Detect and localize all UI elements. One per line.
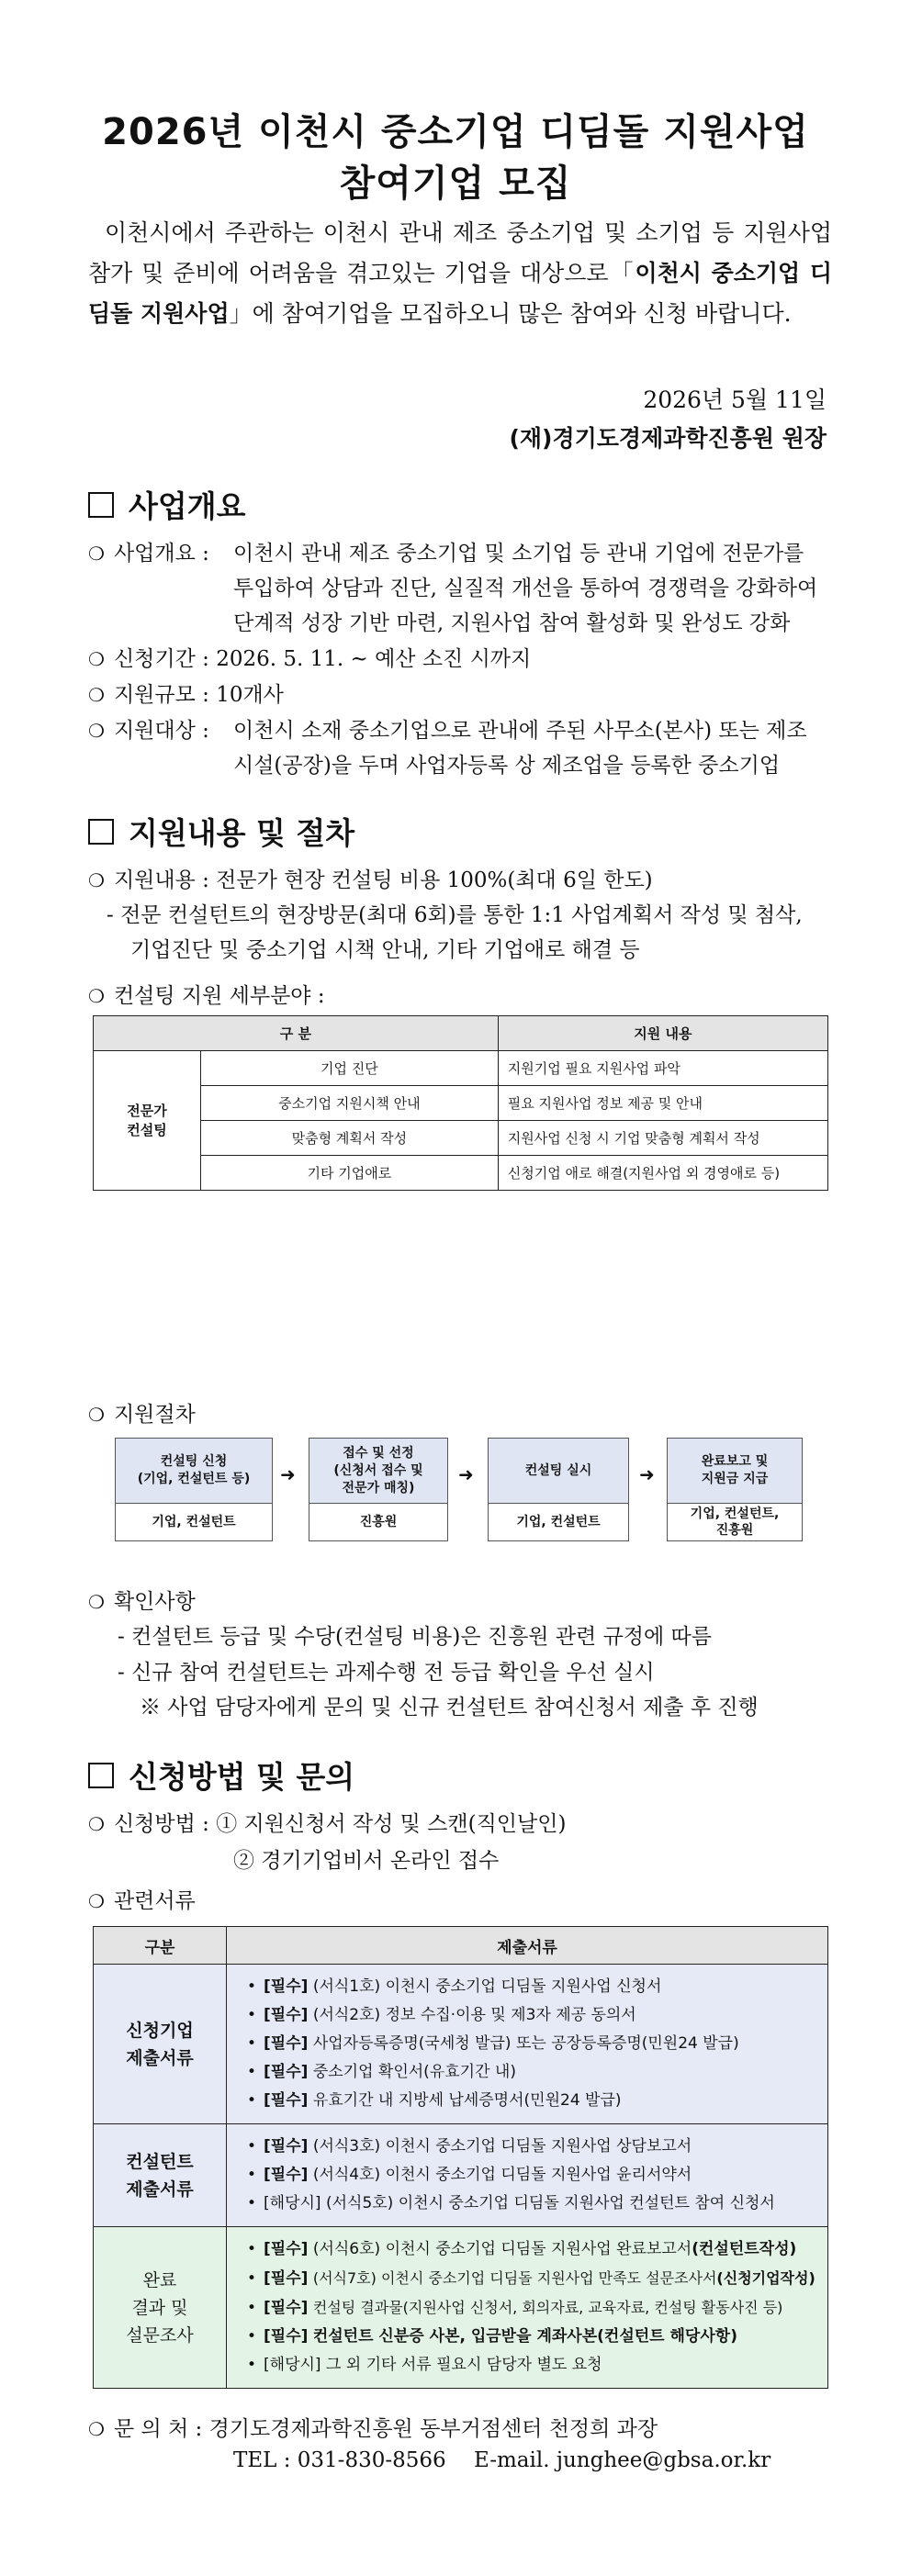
table-header-cell: 제출서류 [227,1927,828,1965]
doc-text: 유효기간 내 지방세 납세증명서(민원24 발급) [312,2091,622,2110]
flow-step-title: 컨설팅 실시 [489,1439,628,1504]
table-header-row [94,1927,828,1965]
check-note: ※ 사업 담당자에게 문의 및 신규 컨설턴트 참여신청서 제출 후 진행 [140,1696,759,1719]
required-tag: [필수] [264,2034,309,2053]
intro-highlight: 이천시 중소기업 디딤돌 지원사업 [88,260,833,327]
required-tag: [필수] [264,2299,309,2317]
document-title-line2: 참여기업 모집 [339,162,572,205]
flow-step-3 [488,1438,629,1541]
required-tag: [필수] [264,2269,309,2288]
doc-list-cell [227,1965,828,2124]
list-item [247,2293,818,2323]
table-row [94,2124,828,2227]
doc-text: (서식2호) 정보 수집·이용 및 제3자 제공 동의서 [312,2006,636,2024]
required-tag: [필수] [264,1977,309,1996]
table-row [94,1086,828,1121]
doc-text: (서식6호) 이천시 중소기업 디딤돌 지원사업 완료보고서 [312,2240,692,2258]
checkbox-square-icon [88,1763,114,1788]
check-label: 확인사항 [113,1590,196,1614]
table-header-row [94,1016,828,1051]
contact-phone: TEL : 031-830-8566 [233,2448,446,2472]
doc-text: 그 외 기타 서류 필요시 담당자 별도 요청 [325,2356,602,2374]
doc-group-label: 신청기업 제출서류 [94,1965,227,2124]
list-item [247,2264,818,2293]
scale-value: 10개사 [216,683,284,707]
list-item [247,2087,818,2115]
doc-bold-note: 컨설턴트 신분증 사본, 입금받을 계좌사본(컨설턴트 해당사항) [312,2327,737,2346]
circle-bullet-icon: ❍ [88,684,105,706]
target-label: 지원대상 [113,719,196,743]
intro-text-after: 」에 참여기업을 모집하오니 많은 참여와 신청 바랍니다. [229,300,792,327]
doc-group-label: 완료 결과 및 설문조사 [94,2227,227,2389]
doc-group-label: 컨설턴트 제출서류 [94,2124,227,2227]
circle-bullet-icon: ❍ [88,1404,105,1426]
contact-row [88,2412,658,2442]
doc-text: (서식5호) 이천시 중소기업 디딤돌 지원사업 컨설턴트 참여 신청서 [325,2194,775,2212]
contact-label: 문 의 처 : [113,2417,203,2441]
flow-step-4 [667,1438,803,1541]
circle-bullet-icon: ❍ [88,720,105,742]
table-cell: 맞춤형 계획서 작성 [201,1121,499,1156]
overview-line: 투입하여 상담과 진단, 실질적 개선을 통하여 경쟁력을 강화하여 [233,577,818,600]
conditional-tag: [해당시] [264,2356,321,2374]
period-label: 신청기간 [113,647,196,671]
notice-date: 2026년 5월 11일 [643,386,827,413]
check-item: - 신규 참여 컨설턴트는 과제수행 전 등급 확인을 우선 실시 [118,1661,655,1685]
arrow-right-icon: ➜ [280,1463,296,1485]
list-item [247,2001,818,2030]
check-label-row [88,1585,196,1615]
doc-text: 사업자등록증명(국세청 발급) 또는 공장등록증명(민원24 발급) [312,2034,739,2053]
checkbox-square-icon [88,492,114,518]
doc-bold-note: (컨설턴트작성) [692,2240,797,2258]
target-line: 시설(공장)을 두며 사업자등록 상 제조업을 등록한 중소기업 [233,754,781,778]
flow-step-actor: 기업, 컨설턴트, 진흥원 [690,1506,780,1538]
circle-bullet-icon: ❍ [88,869,105,891]
flow-step-2 [309,1438,448,1541]
doc-list-cell [227,2227,828,2389]
contact-email: E-mail. junghee@gbsa.or.kr [474,2448,771,2472]
table-cell: 기업 진단 [201,1051,499,1086]
target-item: ❍ 지원대상 : [88,719,209,743]
doc-list [236,2133,818,2218]
consulting-detail-table [93,1015,828,1191]
arrow-right-icon: ➜ [458,1463,474,1485]
docs-label: 관련서류 [113,1889,196,1913]
table-cell: 중소기업 지원시책 안내 [201,1086,499,1121]
section2-heading [88,810,354,853]
support-text: 지원내용 : 전문가 현장 컨설팅 비용 100%(최대 6일 한도) [113,868,653,892]
document-title-line1: 2026년 이천시 중소기업 디딤돌 지원사업 [102,111,809,153]
period-value: 2026. 5. 11. ~ 예산 소진 시까지 [216,647,532,671]
required-tag: [필수] [264,2063,309,2081]
group-label-cell: 전문가 컨설팅 [94,1051,201,1191]
doc-text: 중소기업 확인서(유효기간 내) [312,2063,516,2081]
table-row [94,1051,828,1086]
list-item [247,2190,818,2218]
scale-label: 지원규모 [113,683,196,707]
required-tag: [필수] [264,2240,309,2258]
required-tag: [필수] [264,2137,309,2156]
support-sub-line: - 전문 컨설턴트의 현장방문(최대 6회)를 통한 1:1 사업계획서 작성 및 첨삭, [107,903,803,927]
detail-label: 컨설팅 지원 세부분야 : [113,984,325,1008]
flow-step-1 [115,1438,273,1541]
flow-step-actor: 기업, 컨설턴트 [152,1515,236,1529]
section2-title: 지원내용 및 절차 [129,815,355,851]
table-cell: 지원사업 신청 시 기업 맞춤형 계획서 작성 [498,1121,827,1156]
period-item: ❍ 신청기간 : 2026. 5. 11. ~ 예산 소진 시까지 [88,647,532,671]
table-row [94,1965,828,2124]
flow-step-title: 컨설팅 신청 (기업, 컨설턴트 등) [116,1439,272,1504]
issuer: (재)경기도경제과학진흥원 원장 [509,425,827,452]
table-header-cell: 구 분 [94,1016,499,1051]
procedure-label-row [88,1397,196,1428]
list-item [247,2351,818,2380]
intro-paragraph [88,213,832,334]
procedure-label: 지원절차 [113,1403,196,1427]
table-header-cell: 구분 [94,1927,227,1965]
section3-heading [88,1753,354,1797]
overview-line: 이천시 관내 제조 중소기업 및 소기업 등 관내 기업에 전문가를 [233,542,804,566]
list-item [247,1973,818,2001]
required-tag: [필수] [264,2327,309,2346]
arrow-right-icon: ➜ [639,1463,655,1485]
documents-table [93,1926,828,2389]
support-content [88,863,653,893]
method-label: 신청방법 : [113,1812,209,1836]
overview-label: 사업개요 [113,542,196,566]
section1-title: 사업개요 [129,488,246,524]
flow-step-title: 접수 및 선정 (신청서 접수 및 전문가 매칭) [309,1439,447,1504]
table-cell: 기타 기업애로 [201,1156,499,1191]
circle-bullet-icon: ❍ [88,985,105,1007]
table-cell: 신청기업 애로 해결(지원사업 외 경영애로 등) [498,1156,827,1191]
circle-bullet-icon: ❍ [88,543,105,565]
list-item [247,2161,818,2190]
doc-bold-note: (신청기업작성) [716,2269,815,2287]
doc-list-cell [227,2124,828,2227]
circle-bullet-icon: ❍ [88,2418,105,2440]
circle-bullet-icon: ❍ [88,648,105,670]
list-item [247,2133,818,2161]
doc-text: (서식1호) 이천시 중소기업 디딤돌 지원사업 신청서 [312,1977,662,1996]
doc-list [236,1973,818,2115]
flow-step-title: 완료보고 및 지원금 지급 [668,1439,802,1504]
required-tag: [필수] [264,2166,309,2184]
table-row [94,1156,828,1191]
flow-step-actor: 진흥원 [359,1515,398,1529]
support-sub-line: 기업진단 및 중소기업 시책 안내, 기타 기업애로 해결 등 [130,938,640,962]
doc-list [236,2235,818,2380]
circle-bullet-icon: ❍ [88,1591,105,1613]
section3-title: 신청방법 및 문의 [129,1759,355,1795]
circle-bullet-icon: ❍ [88,1813,105,1835]
table-cell: 필요 지원사업 정보 제공 및 안내 [498,1086,827,1121]
method-item: ① 지원신청서 작성 및 스캔(직인날인) [216,1812,567,1836]
check-item: - 컨설턴트 등급 및 수당(컨설팅 비용)은 진흥원 관련 규정에 따름 [118,1625,712,1649]
detail-label-row [88,979,325,1009]
docs-label-row [88,1884,196,1914]
doc-text: (서식4호) 이천시 중소기업 디딤돌 지원사업 윤리서약서 [312,2166,692,2184]
checkbox-square-icon [88,819,114,845]
method-item: ② 경기기업비서 온라인 접수 [233,1849,500,1873]
doc-text: (서식3호) 이천시 중소기업 디딤돌 지원사업 상담보고서 [312,2137,692,2156]
circle-bullet-icon: ❍ [88,1890,105,1912]
scale-item: ❍ 지원규모 : 10개사 [88,683,284,707]
overview-item: ❍ 사업개요 : [88,542,209,566]
table-row [94,2227,828,2389]
table-row [94,1121,828,1156]
conditional-tag: [해당시] [264,2194,321,2212]
list-item [247,2323,818,2351]
intro-text-before: 이천시에서 주관하는 이천시 관내 제조 중소기업 및 소기업 등 지원사업 참가 및 준비에 어려움을 겪고있는 기업을 대상으로「 [88,219,832,286]
list-item [247,2030,818,2058]
doc-text: (서식7호) 이천시 중소기업 디딤돌 지원사업 만족도 설문조사서 [312,2269,717,2287]
contact-value: 경기도경제과학진흥원 동부거점센터 천정희 과장 [208,2417,658,2441]
method-row [88,1807,566,1837]
list-item [247,2235,818,2264]
overview-line: 단계적 성장 기반 마련, 지원사업 참여 활성화 및 완성도 강화 [233,611,791,635]
table-cell: 지원기업 필요 지원사업 파악 [498,1051,827,1086]
required-tag: [필수] [264,2091,309,2110]
target-line: 이천시 소재 중소기업으로 관내에 주된 사무소(본사) 또는 제조 [233,719,807,743]
doc-text: 컨설팅 결과물(지원사업 신청서, 회의자료, 교육자료, 컨설팅 활동사진 등) [312,2299,783,2316]
section1-heading [88,483,246,526]
flow-step-actor: 기업, 컨설턴트 [516,1515,601,1529]
required-tag: [필수] [264,2006,309,2024]
table-header-cell: 지원 내용 [498,1016,827,1051]
list-item [247,2058,818,2087]
